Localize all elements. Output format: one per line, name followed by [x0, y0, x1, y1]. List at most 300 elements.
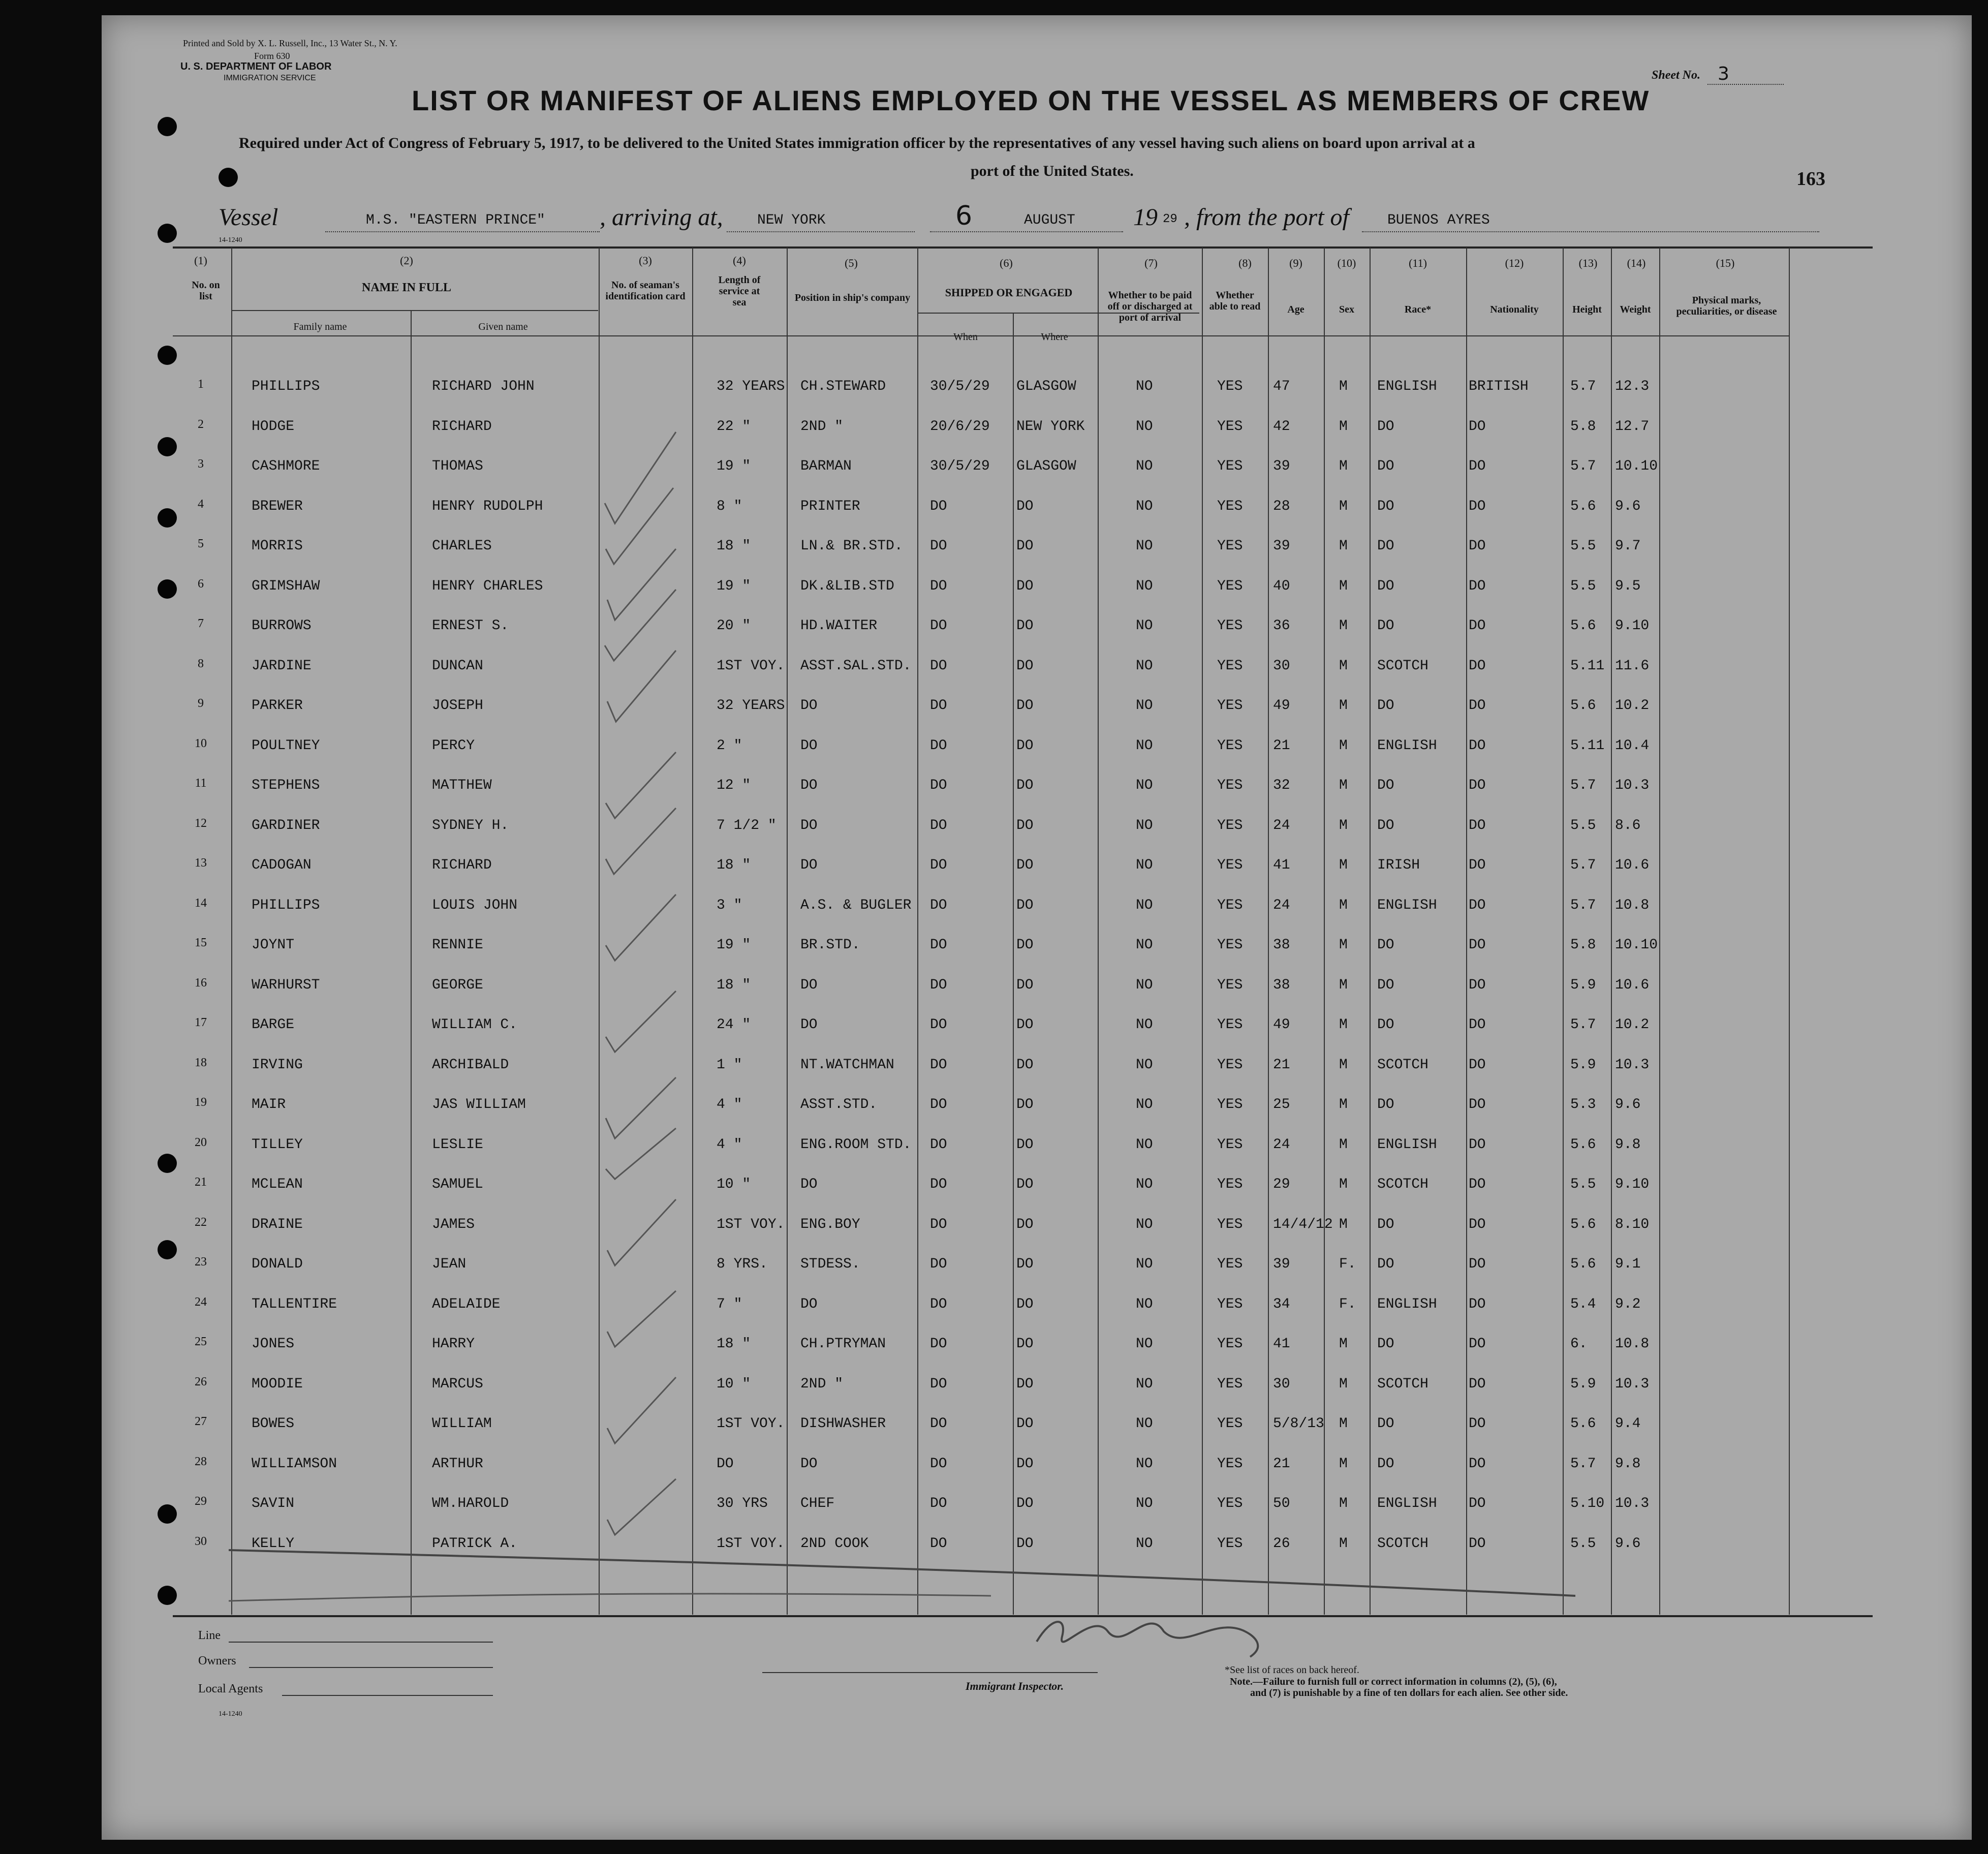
year-prefix: 19 — [1133, 204, 1158, 231]
age-cell: 32 — [1273, 778, 1290, 793]
nationality-cell: DO — [1469, 698, 1486, 714]
position-cell: 2ND " — [800, 419, 844, 435]
sex-cell: M — [1339, 1416, 1348, 1432]
given-name-cell: PATRICK A. — [432, 1536, 518, 1552]
shipped-when-cell: DO — [930, 1296, 947, 1312]
able-to-read-cell: YES — [1217, 578, 1243, 594]
family-name-cell: HODGE — [252, 419, 295, 435]
sex-cell: F. — [1339, 1296, 1356, 1312]
nationality-cell: DO — [1469, 738, 1486, 754]
race-cell: DO — [1377, 778, 1394, 793]
weight-cell: 9.4 — [1615, 1416, 1641, 1432]
from-port: BUENOS AYRES — [1387, 212, 1490, 228]
paid-off-cell: NO — [1136, 1336, 1153, 1352]
paid-off-cell: NO — [1136, 1296, 1153, 1312]
shipped-when-cell: DO — [930, 698, 947, 714]
age-cell: 39 — [1273, 1256, 1290, 1272]
height-cell: 5.6 — [1570, 1416, 1596, 1432]
col4-header: Length of service at sea — [718, 274, 761, 308]
col2-number: (2) — [400, 254, 413, 267]
nationality-cell: DO — [1469, 658, 1486, 674]
family-name-cell: MCLEAN — [252, 1177, 303, 1192]
weight-cell: 10.3 — [1615, 778, 1650, 793]
race-cell: DO — [1377, 1097, 1394, 1113]
when-header: When — [953, 331, 978, 343]
nationality-cell: DO — [1469, 1217, 1486, 1232]
family-name-cell: MAIR — [252, 1097, 286, 1113]
age-cell: 40 — [1273, 578, 1290, 594]
service-length-cell: 7 " — [717, 1296, 742, 1312]
shipped-where-cell: DO — [1016, 1137, 1034, 1153]
service-length-cell: 32 YEARS — [717, 379, 785, 394]
age-cell: 25 — [1273, 1097, 1290, 1113]
height-cell: 5.11 — [1570, 658, 1605, 674]
paid-off-cell: NO — [1136, 618, 1153, 634]
shipped-where-cell: DO — [1016, 977, 1034, 993]
race-cell: ENGLISH — [1377, 379, 1437, 394]
height-cell: 5.7 — [1570, 1456, 1596, 1472]
sex-cell: M — [1339, 618, 1348, 634]
line-label: Line — [198, 1629, 221, 1642]
row-number: 7 — [198, 617, 204, 630]
height-cell: 5.6 — [1570, 698, 1596, 714]
age-cell: 14/4/12 — [1273, 1217, 1333, 1232]
vessel-label: Vessel — [219, 204, 278, 231]
given-name-cell: ERNEST S. — [432, 618, 509, 634]
race-cell: ENGLISH — [1377, 1296, 1437, 1312]
col3-header: No. of seaman's identification card — [605, 280, 686, 302]
able-to-read-cell: YES — [1217, 538, 1243, 554]
paid-off-cell: NO — [1136, 1097, 1153, 1113]
col12-header: Nationality — [1490, 304, 1539, 315]
service-length-cell: DO — [717, 1456, 734, 1472]
row-number: 16 — [195, 976, 207, 990]
shipped-when-cell: DO — [930, 538, 947, 554]
given-name-cell: RICHARD — [432, 857, 492, 873]
sex-cell: M — [1339, 1217, 1348, 1232]
nationality-cell: DO — [1469, 1496, 1486, 1511]
position-cell: STDESS. — [800, 1256, 860, 1272]
paid-off-cell: NO — [1136, 538, 1153, 554]
shipped-when-cell: 20/6/29 — [930, 419, 990, 435]
column-line — [1466, 248, 1467, 1615]
divider — [727, 231, 915, 233]
given-name-cell: JAS WILLIAM — [432, 1097, 526, 1113]
paid-off-cell: NO — [1136, 499, 1153, 514]
col6-number: (6) — [1000, 257, 1013, 269]
able-to-read-cell: YES — [1217, 1137, 1243, 1153]
divider — [1362, 231, 1819, 233]
col14-header: Weight — [1620, 304, 1651, 315]
col10-header: Sex — [1339, 304, 1354, 315]
family-name-cell: WILLIAMSON — [252, 1456, 337, 1472]
paid-off-cell: NO — [1136, 1536, 1153, 1552]
given-name-cell: CHARLES — [432, 538, 492, 554]
age-cell: 28 — [1273, 499, 1290, 514]
table-top-border — [173, 246, 1873, 249]
row-number: 20 — [195, 1136, 207, 1149]
row-number: 28 — [195, 1455, 207, 1468]
given-name-cell: RICHARD JOHN — [432, 379, 535, 394]
race-cell: SCOTCH — [1377, 1376, 1428, 1392]
row-number: 2 — [198, 418, 204, 431]
weight-cell: 9.6 — [1615, 1097, 1641, 1113]
age-cell: 39 — [1273, 538, 1290, 554]
nationality-cell: DO — [1469, 1097, 1486, 1113]
requirement-text-2: port of the United States. — [971, 163, 1134, 179]
binder-hole — [158, 1586, 177, 1605]
able-to-read-cell: YES — [1217, 818, 1243, 833]
nationality-cell: DO — [1469, 538, 1486, 554]
service-length-cell: 19 " — [717, 458, 751, 474]
column-line — [231, 248, 232, 1615]
row-number: 24 — [195, 1295, 207, 1309]
sex-cell: M — [1339, 499, 1348, 514]
race-cell: DO — [1377, 698, 1394, 714]
sex-cell: M — [1339, 1097, 1348, 1113]
divider — [282, 1695, 493, 1696]
age-cell: 30 — [1273, 1376, 1290, 1392]
row-number: 4 — [198, 498, 204, 511]
family-name-cell: POULTNEY — [252, 738, 320, 754]
paid-off-cell: NO — [1136, 937, 1153, 953]
shipped-when-cell: DO — [930, 1496, 947, 1511]
column-line — [1268, 248, 1269, 1615]
shipped-where-cell: GLASGOW — [1016, 379, 1076, 394]
shipped-when-cell: DO — [930, 1177, 947, 1192]
nationality-cell: DO — [1469, 1296, 1486, 1312]
shipped-when-cell: DO — [930, 937, 947, 953]
weight-cell: 9.8 — [1615, 1456, 1641, 1472]
race-cell: DO — [1377, 1416, 1394, 1432]
col9-number: (9) — [1289, 257, 1302, 269]
shipped-where-cell: DO — [1016, 1217, 1034, 1232]
paid-off-cell: NO — [1136, 1416, 1153, 1432]
able-to-read-cell: YES — [1217, 379, 1243, 394]
sex-cell: M — [1339, 379, 1348, 394]
shipped-where-cell: DO — [1016, 1376, 1034, 1392]
age-cell: 26 — [1273, 1536, 1290, 1552]
shipped-where-cell: DO — [1016, 658, 1034, 674]
col14-number: (14) — [1627, 257, 1646, 269]
nationality-cell: DO — [1469, 937, 1486, 953]
divider — [229, 1642, 493, 1643]
family-name-cell: TALLENTIRE — [252, 1296, 337, 1312]
family-name-cell: PHILLIPS — [252, 898, 320, 913]
service-length-cell: 18 " — [717, 1336, 751, 1352]
height-cell: 5.7 — [1570, 898, 1596, 913]
family-name-cell: MORRIS — [252, 538, 303, 554]
shipped-when-cell: DO — [930, 898, 947, 913]
shipped-where-cell: DO — [1016, 1456, 1034, 1472]
weight-cell: 10.10 — [1615, 937, 1658, 953]
weight-cell: 9.7 — [1615, 538, 1641, 554]
age-cell: 50 — [1273, 1496, 1290, 1511]
family-name-cell: CASHMORE — [252, 458, 320, 474]
paid-off-cell: NO — [1136, 1496, 1153, 1511]
weight-cell: 12.7 — [1615, 419, 1650, 435]
given-name-cell: WM.HAROLD — [432, 1496, 509, 1511]
service-length-cell: 2 " — [717, 738, 742, 754]
shipped-when-cell: DO — [930, 1456, 947, 1472]
row-number: 13 — [195, 856, 207, 870]
nationality-cell: DO — [1469, 977, 1486, 993]
able-to-read-cell: YES — [1217, 458, 1243, 474]
service-length-cell: 19 " — [717, 578, 751, 594]
race-cell: IRISH — [1377, 857, 1420, 873]
service-length-cell: 4 " — [717, 1097, 742, 1113]
sex-cell: M — [1339, 1456, 1348, 1472]
able-to-read-cell: YES — [1217, 738, 1243, 754]
weight-cell: 9.6 — [1615, 499, 1641, 514]
shipped-when-cell: DO — [930, 818, 947, 833]
shipped-when-cell: DO — [930, 1536, 947, 1552]
row-number: 8 — [198, 657, 204, 670]
agency-service: IMMIGRATION SERVICE — [224, 74, 316, 82]
age-cell: 24 — [1273, 898, 1290, 913]
position-cell: PRINTER — [800, 499, 860, 514]
weight-cell: 9.10 — [1615, 618, 1650, 634]
height-cell: 5.9 — [1570, 1057, 1596, 1073]
shipped-when-cell: DO — [930, 1097, 947, 1113]
col6-header: SHIPPED OR ENGAGED — [945, 286, 1073, 299]
arrival-port: NEW YORK — [757, 212, 826, 228]
requirement-text: Required under Act of Congress of February 5, 1917, to be delivered to the United States immigration officer by the representatives of any vessel having such aliens on board upon arrival at a — [239, 135, 1475, 151]
family-name-cell: BARGE — [252, 1017, 295, 1033]
col15-number: (15) — [1716, 257, 1735, 269]
weight-cell: 10.8 — [1615, 1336, 1650, 1352]
column-line — [1098, 248, 1099, 1615]
race-cell: SCOTCH — [1377, 658, 1428, 674]
service-length-cell: 18 " — [717, 857, 751, 873]
weight-cell: 9.6 — [1615, 1536, 1641, 1552]
able-to-read-cell: YES — [1217, 1496, 1243, 1511]
divider — [930, 231, 1123, 233]
shipped-where-cell: DO — [1016, 1336, 1034, 1352]
race-cell: DO — [1377, 499, 1394, 514]
height-cell: 5.7 — [1570, 458, 1596, 474]
shipped-where-cell: DO — [1016, 698, 1034, 714]
shipped-when-cell: DO — [930, 658, 947, 674]
service-length-cell: 22 " — [717, 419, 751, 435]
nationality-cell: DO — [1469, 419, 1486, 435]
shipped-when-cell: DO — [930, 1376, 947, 1392]
col2-header: NAME IN FULL — [361, 281, 451, 294]
weight-cell: 8.10 — [1615, 1217, 1650, 1232]
service-length-cell: 1ST VOY. — [717, 1416, 785, 1432]
col3-number: (3) — [639, 254, 652, 267]
nationality-cell: DO — [1469, 1137, 1486, 1153]
family-name-cell: DRAINE — [252, 1217, 303, 1232]
height-cell: 5.6 — [1570, 618, 1596, 634]
arrival-day: 6 — [955, 201, 973, 231]
family-name-cell: GRIMSHAW — [252, 578, 320, 594]
able-to-read-cell: YES — [1217, 419, 1243, 435]
col10-number: (10) — [1337, 257, 1356, 269]
paid-off-cell: NO — [1136, 977, 1153, 993]
given-name-cell: ARCHIBALD — [432, 1057, 509, 1073]
binder-hole — [158, 579, 177, 599]
row-number: 9 — [198, 697, 204, 710]
shipped-where-cell: DO — [1016, 1177, 1034, 1192]
nationality-cell: DO — [1469, 818, 1486, 833]
nationality-cell: DO — [1469, 1456, 1486, 1472]
binder-hole — [158, 1240, 177, 1259]
race-cell: ENGLISH — [1377, 1496, 1437, 1511]
given-name-cell: ADELAIDE — [432, 1296, 501, 1312]
age-cell: 30 — [1273, 658, 1290, 674]
shipped-where-cell: GLASGOW — [1016, 458, 1076, 474]
service-length-cell: 30 YRS — [717, 1496, 768, 1511]
race-cell: DO — [1377, 1256, 1394, 1272]
family-name-cell: DONALD — [252, 1256, 303, 1272]
nationality-cell: DO — [1469, 1256, 1486, 1272]
col8-header: Whether able to read — [1209, 290, 1261, 312]
column-line — [1370, 248, 1371, 1615]
given-name-cell: LOUIS JOHN — [432, 898, 518, 913]
row-number: 30 — [195, 1535, 207, 1548]
agents-form-code: 14-1240 — [219, 1710, 242, 1718]
position-cell: ENG.BOY — [800, 1217, 860, 1232]
position-cell: DO — [800, 778, 818, 793]
race-cell: DO — [1377, 618, 1394, 634]
row-number: 10 — [195, 737, 207, 750]
weight-cell: 10.6 — [1615, 977, 1650, 993]
paid-off-cell: NO — [1136, 1137, 1153, 1153]
local-agents-label: Local Agents — [198, 1682, 263, 1695]
family-name-cell: CADOGAN — [252, 857, 312, 873]
position-cell: HD.WAITER — [800, 618, 878, 634]
family-name-cell: STEPHENS — [252, 778, 320, 793]
col9-header: Age — [1287, 304, 1304, 315]
sex-cell: M — [1339, 1057, 1348, 1073]
col8-number: (8) — [1238, 257, 1252, 269]
sex-cell: M — [1339, 1536, 1348, 1552]
col7-header: Whether to be paid off or discharged at port of arrival — [1107, 290, 1193, 323]
height-cell: 5.5 — [1570, 1536, 1596, 1552]
sex-cell: M — [1339, 458, 1348, 474]
shipped-where-cell: DO — [1016, 1097, 1034, 1113]
shipped-when-cell: DO — [930, 1336, 947, 1352]
row-number: 25 — [195, 1335, 207, 1348]
position-cell: DO — [800, 1177, 818, 1192]
service-length-cell: 4 " — [717, 1137, 742, 1153]
paid-off-cell: NO — [1136, 698, 1153, 714]
able-to-read-cell: YES — [1217, 1536, 1243, 1552]
race-cell: SCOTCH — [1377, 1177, 1428, 1192]
race-cell: DO — [1377, 937, 1394, 953]
service-length-cell: 8 YRS. — [717, 1256, 768, 1272]
position-cell: ASST.STD. — [800, 1097, 878, 1113]
shipped-when-cell: DO — [930, 857, 947, 873]
column-line — [1611, 248, 1612, 1615]
owners-label: Owners — [198, 1654, 236, 1667]
service-length-cell: 7 1/2 " — [717, 818, 776, 833]
column-line — [917, 248, 918, 1615]
shipped-where-cell: DO — [1016, 857, 1034, 873]
given-name-cell: WILLIAM C. — [432, 1017, 518, 1033]
shipped-where-cell: DO — [1016, 1416, 1034, 1432]
shipped-when-cell: DO — [930, 1256, 947, 1272]
sex-cell: M — [1339, 1376, 1348, 1392]
given-name-cell: LESLIE — [432, 1137, 483, 1153]
able-to-read-cell: YES — [1217, 977, 1243, 993]
nationality-cell: DO — [1469, 1017, 1486, 1033]
paid-off-cell: NO — [1136, 738, 1153, 754]
year-suffix: 29 — [1163, 212, 1177, 226]
binder-hole — [158, 508, 177, 528]
weight-cell: 10.3 — [1615, 1496, 1650, 1511]
weight-cell: 10.2 — [1615, 698, 1650, 714]
position-cell: DO — [800, 1456, 818, 1472]
col4-number: (4) — [733, 254, 746, 267]
height-cell: 5.6 — [1570, 1217, 1596, 1232]
given-name-cell: SYDNEY H. — [432, 818, 509, 833]
height-cell: 5.11 — [1570, 738, 1605, 754]
penalty-note-1: Note.—Failure to furnish full or correct information in columns (2), (5), (6), — [1230, 1676, 1557, 1687]
paid-off-cell: NO — [1136, 1057, 1153, 1073]
position-cell: ENG.ROOM STD. — [800, 1137, 912, 1153]
col1-header: No. on list — [192, 280, 220, 302]
weight-cell: 10.6 — [1615, 857, 1650, 873]
position-cell: DO — [800, 698, 818, 714]
able-to-read-cell: YES — [1217, 1456, 1243, 1472]
service-length-cell: 18 " — [717, 977, 751, 993]
col11-number: (11) — [1409, 257, 1427, 269]
position-cell: 2ND " — [800, 1376, 844, 1392]
family-name-cell: IRVING — [252, 1057, 303, 1073]
position-cell: DK.&LIB.STD — [800, 578, 894, 594]
given-name-cell: WILLIAM — [432, 1416, 492, 1432]
given-name-cell: GEORGE — [432, 977, 483, 993]
shipped-when-cell: DO — [930, 499, 947, 514]
column-line — [692, 248, 693, 1615]
given-name-cell: JOSEPH — [432, 698, 483, 714]
row-number: 5 — [198, 537, 204, 550]
race-cell: DO — [1377, 419, 1394, 435]
race-cell: ENGLISH — [1377, 898, 1437, 913]
binder-hole — [158, 224, 177, 243]
paid-off-cell: NO — [1136, 857, 1153, 873]
age-cell: 47 — [1273, 379, 1290, 394]
shipped-when-cell: DO — [930, 1217, 947, 1232]
able-to-read-cell: YES — [1217, 898, 1243, 913]
paid-off-cell: NO — [1136, 1376, 1153, 1392]
paid-off-cell: NO — [1136, 818, 1153, 833]
able-to-read-cell: YES — [1217, 698, 1243, 714]
column-line — [1324, 248, 1325, 1615]
position-cell: DO — [800, 818, 818, 833]
sex-cell: M — [1339, 857, 1348, 873]
given-name-cell: JAMES — [432, 1217, 475, 1232]
sex-cell: M — [1339, 898, 1348, 913]
age-cell: 21 — [1273, 738, 1290, 754]
divider — [325, 231, 600, 233]
height-cell: 5.8 — [1570, 937, 1596, 953]
service-length-cell: 20 " — [717, 618, 751, 634]
divider — [1707, 84, 1784, 86]
binder-hole — [219, 168, 238, 187]
height-cell: 5.5 — [1570, 1177, 1596, 1192]
col15-header: Physical marks, peculiarities, or disease — [1676, 295, 1777, 317]
name-subheader-rule — [232, 310, 598, 311]
col12-number: (12) — [1505, 257, 1524, 269]
family-name-cell: WARHURST — [252, 977, 320, 993]
vessel-name: M.S. "EASTERN PRINCE" — [366, 212, 545, 228]
sex-cell: M — [1339, 1137, 1348, 1153]
page-title: LIST OR MANIFEST OF ALIENS EMPLOYED ON THE VESSEL AS MEMBERS OF CREW — [412, 84, 1650, 116]
paid-off-cell: NO — [1136, 778, 1153, 793]
